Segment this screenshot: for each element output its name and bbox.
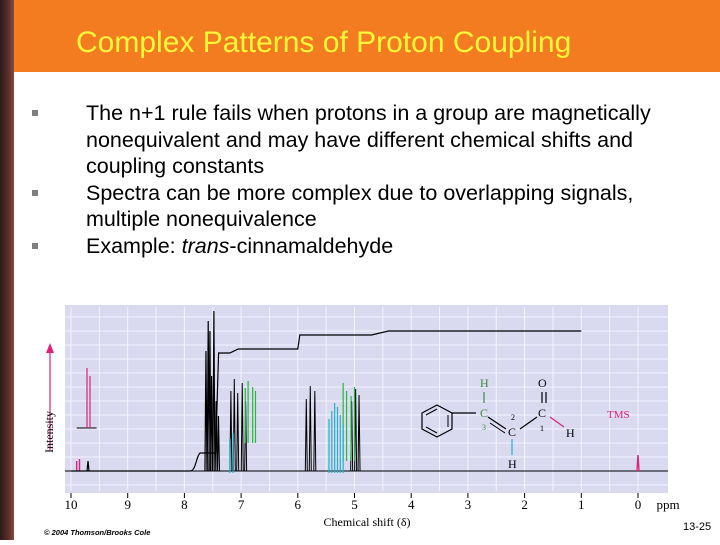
bullet-marker bbox=[32, 110, 38, 116]
bullet-item bbox=[32, 180, 692, 233]
x-tick-label: 1 bbox=[578, 497, 585, 512]
bullet-marker bbox=[32, 190, 38, 196]
label-1: 1 bbox=[540, 424, 544, 433]
x-tick-label: 4 bbox=[407, 497, 415, 512]
x-axis-label: Chemical shift (δ) bbox=[323, 515, 411, 529]
title-bar bbox=[14, 0, 720, 72]
atom-h1: H bbox=[566, 426, 575, 440]
x-tick-label: 10 bbox=[64, 497, 78, 512]
bullet-text: Spectra can be more complex due to overlapping signals, multiple nonequivalence bbox=[86, 180, 634, 231]
plot-area bbox=[65, 305, 668, 493]
x-tick-label: 0 bbox=[634, 497, 642, 512]
copyright-notice: © 2004 Thomson/Brooks Cole bbox=[44, 528, 151, 537]
x-tick-label: ppm bbox=[656, 497, 680, 512]
label-3: 3 bbox=[482, 423, 486, 432]
atom-c2: C bbox=[508, 425, 517, 439]
atom-o: O bbox=[538, 376, 547, 390]
atom-c3: C bbox=[480, 406, 489, 420]
x-tick-label: 6 bbox=[294, 497, 302, 512]
bullet-text: The n+1 rule fails when protons in a group are magnetically nonequivalent and may have different chemical shifts and coupling constants bbox=[86, 101, 651, 178]
atom-c1: C bbox=[538, 406, 547, 420]
y-axis-label: Intensity bbox=[42, 411, 56, 453]
left-accent-bar bbox=[0, 0, 14, 540]
bullet-text-prefix: Example: bbox=[86, 233, 182, 258]
bullet-list bbox=[32, 100, 692, 259]
x-tick-label: 2 bbox=[521, 497, 528, 512]
x-axis-ticks bbox=[65, 493, 680, 512]
bullet-marker bbox=[32, 243, 38, 249]
tms-label: TMS bbox=[607, 409, 630, 421]
bullet-item bbox=[32, 100, 692, 180]
x-tick-label: 9 bbox=[124, 497, 131, 512]
bullet-text-suffix: -cinnamaldehyde bbox=[229, 233, 394, 258]
slide-number: 13-25 bbox=[683, 521, 712, 533]
slide-title: Complex Patterns of Proton Coupling bbox=[76, 26, 572, 59]
x-tick-label: 3 bbox=[464, 497, 472, 512]
x-tick-label: 5 bbox=[351, 497, 358, 512]
bullet-text-italic: trans bbox=[181, 233, 230, 258]
nmr-spectrum-svg bbox=[40, 305, 680, 540]
atom-h3: H bbox=[480, 376, 489, 390]
x-tick-label: 7 bbox=[237, 497, 245, 512]
nmr-spectrum-figure bbox=[40, 305, 680, 540]
label-2: 2 bbox=[511, 413, 515, 422]
atom-h2: H bbox=[508, 457, 517, 471]
bullet-item bbox=[32, 233, 692, 260]
x-tick-label: 8 bbox=[181, 497, 188, 512]
intensity-arrow-head bbox=[46, 343, 54, 353]
